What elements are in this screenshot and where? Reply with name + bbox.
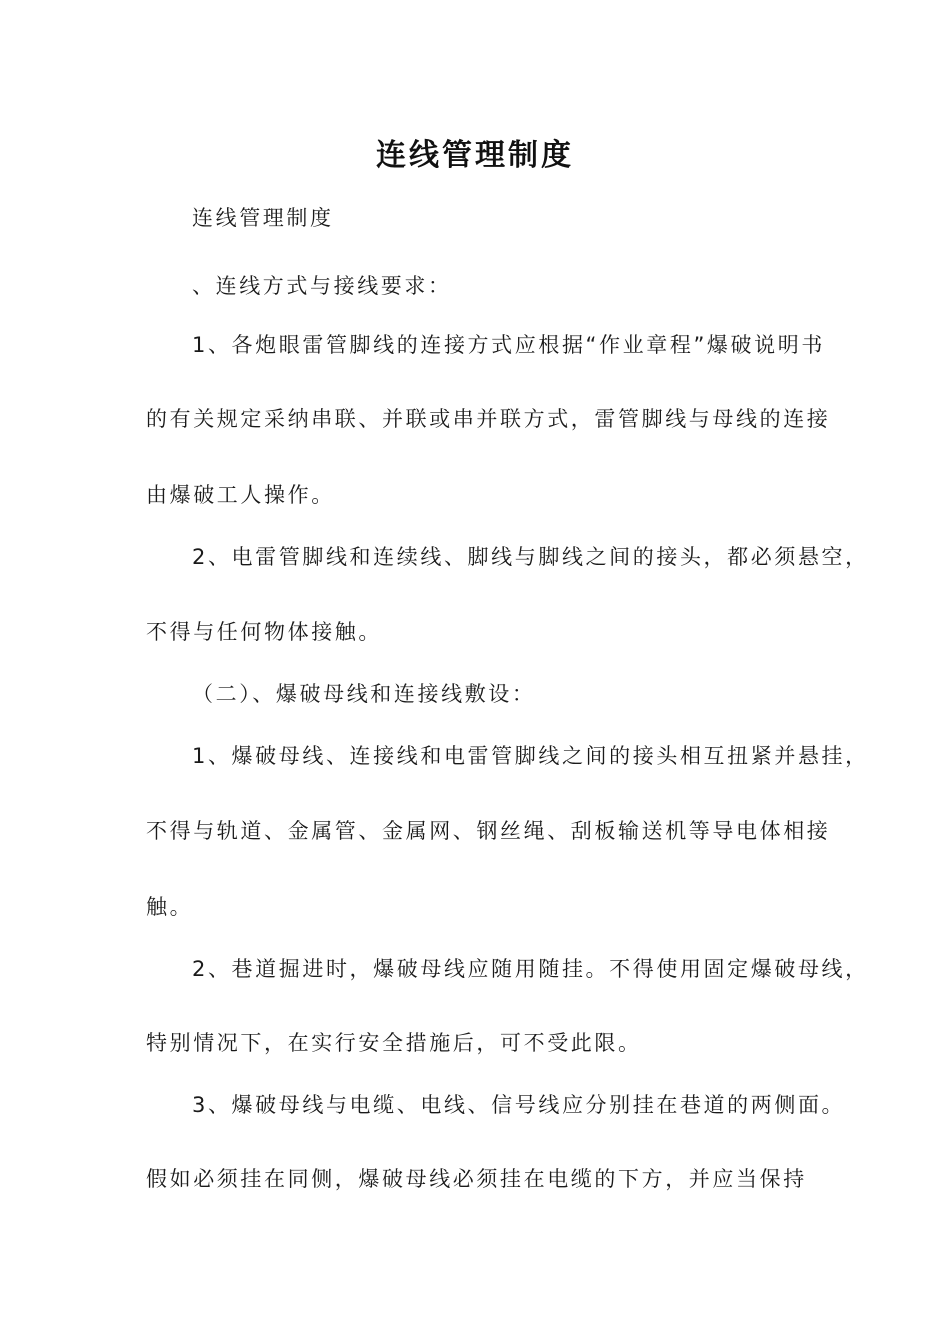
- paragraph-line: 2、电雷管脚线和连续线、脚线与脚线之间的接头，都必须悬空，: [192, 545, 869, 569]
- paragraph-line: 的有关规定采纳串联、并联或串并联方式，雷管脚线与母线的连接: [146, 407, 831, 431]
- paragraph-line: 1、各炮眼雷管脚线的连接方式应根据“作业章程”爆破说明书: [192, 333, 825, 357]
- paragraph-line: 2、巷道掘进时，爆破母线应随用随挂。不得使用固定爆破母线，: [192, 957, 869, 981]
- paragraph-line: 假如必须挂在同侧，爆破母线必须挂在电缆的下方，并应当保持: [146, 1167, 807, 1191]
- subtitle-line: 连线管理制度: [192, 206, 334, 230]
- paragraph-line: 特别情况下，在实行安全措施后，可不受此限。: [146, 1031, 642, 1055]
- paragraph-line: 触。: [146, 895, 194, 919]
- paragraph-line: 由爆破工人操作。: [146, 483, 335, 507]
- section-heading-2: （二）、爆破母线和连接线敷设：: [192, 682, 536, 706]
- paragraph-line: 不得与任何物体接触。: [146, 620, 382, 644]
- paragraph-line: 不得与轨道、金属管、金属网、钢丝绳、刮板输送机等导电体相接: [146, 819, 831, 843]
- paragraph-line: 3、爆破母线与电缆、电线、信号线应分别挂在巷道的两侧面。: [192, 1093, 846, 1117]
- section-heading-1: 、连线方式与接线要求：: [192, 274, 452, 298]
- paragraph-line: 1、爆破母线、连接线和电雷管脚线之间的接头相互扭紧并悬挂，: [192, 744, 869, 768]
- document-title: 连线管理制度: [376, 138, 574, 173]
